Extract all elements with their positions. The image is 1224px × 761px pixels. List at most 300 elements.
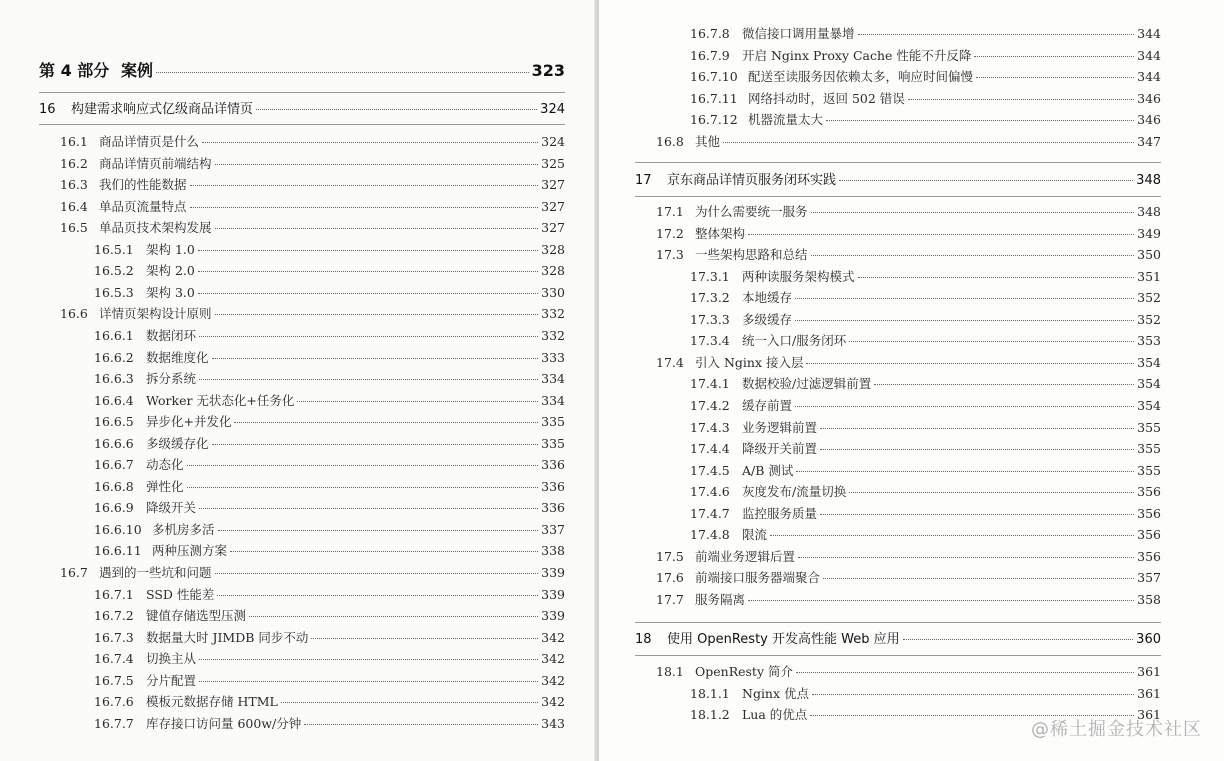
entry-number: 16.6.4 <box>94 392 134 408</box>
leader-dots <box>215 313 539 315</box>
entry-number: 16.7.6 <box>94 694 134 710</box>
toc-entry-16-7-8 <box>690 25 1161 43</box>
leader-dots <box>820 427 1134 429</box>
entry-page: 356 <box>1137 527 1161 543</box>
entry-title: 弹性化 <box>146 478 184 494</box>
entry-title: 数据闭环 <box>146 327 197 343</box>
part-rule <box>39 92 565 93</box>
entry-page: 343 <box>541 715 565 731</box>
entry-number: 16.5.3 <box>94 284 134 300</box>
entry-page: 325 <box>541 155 565 171</box>
entry-page: 356 <box>1137 484 1161 500</box>
leader-dots <box>198 292 538 294</box>
entry-page: 339 <box>541 565 565 580</box>
leader-dots <box>748 599 1134 601</box>
entry-page: 351 <box>1137 268 1161 284</box>
entry-page: 344 <box>1137 69 1161 84</box>
entry-page: 354 <box>1137 376 1161 392</box>
leader-dots <box>215 227 539 229</box>
entry-number: 18.1.2 <box>690 707 730 722</box>
entry-number: 16.1 <box>60 134 88 149</box>
leader-dots <box>215 572 539 574</box>
entry-number: 17.4.3 <box>690 419 730 435</box>
entry-title: Lua 的优点 <box>742 707 808 722</box>
leader-dots <box>976 76 1134 78</box>
part-heading <box>39 62 565 80</box>
entry-page: 334 <box>541 392 565 408</box>
toc-entry-16-6-7 <box>94 456 565 474</box>
toc-entry-17-5 <box>656 548 1161 566</box>
entry-title: 我们的性能数据 <box>99 177 187 193</box>
entry-number: 17.4.5 <box>690 462 730 478</box>
entry-number: 17.4.8 <box>690 527 730 543</box>
toc-entry-16-7-11 <box>690 90 1161 108</box>
toc-entry-16-7-3 <box>94 629 565 647</box>
entry-title: 整体架构 <box>695 225 746 241</box>
toc-entry-17-4-8 <box>690 526 1161 544</box>
entry-page: 356 <box>1137 505 1161 521</box>
entry-number: 17.7 <box>656 591 684 607</box>
leader-dots <box>190 206 539 208</box>
entry-page: 327 <box>541 198 565 214</box>
entry-title: 降级开关前置 <box>742 441 818 457</box>
entry-title: SSD 性能差 <box>146 586 215 602</box>
entry-page: 349 <box>1137 225 1161 241</box>
entry-page: 339 <box>541 608 565 624</box>
entry-number: 17.6 <box>656 570 684 586</box>
entry-number: 18.1 <box>656 664 684 679</box>
toc-entry-16-6-2 <box>94 349 565 367</box>
entry-number: 16.7.4 <box>94 651 134 667</box>
toc-entry-17-1 <box>656 203 1161 221</box>
leader-dots <box>198 249 538 251</box>
leader-dots <box>823 577 1134 579</box>
entry-title: 一些架构思路和总结 <box>695 247 808 263</box>
toc-entry-16-6-5 <box>94 413 565 431</box>
chapter-18-rule <box>635 655 1161 656</box>
entry-page: 347 <box>1137 133 1161 149</box>
entry-page: 342 <box>541 694 565 710</box>
leader-dots <box>874 383 1134 385</box>
chapter-page: 324 <box>540 102 565 117</box>
entry-title: 单品页技术架构发展 <box>99 220 212 236</box>
entry-title: 架构 2.0 <box>146 263 195 279</box>
leader-dots <box>187 486 539 488</box>
entry-page: 361 <box>1137 707 1161 722</box>
entry-title: Nginx 优点 <box>742 685 810 701</box>
entry-page: 358 <box>1137 591 1161 607</box>
leader-dots <box>230 550 538 552</box>
entry-title: 异步化+并发化 <box>146 414 232 430</box>
leader-dots <box>820 448 1134 450</box>
leader-dots <box>796 671 1134 673</box>
entry-page: 328 <box>541 263 565 279</box>
entry-number: 16.7 <box>60 565 88 580</box>
entry-title: 缓存前置 <box>742 397 793 413</box>
entry-title: 单品页流量特点 <box>99 198 187 214</box>
toc-entry-16-7 <box>60 564 565 582</box>
entry-title: 多级缓存 <box>742 311 793 327</box>
entry-title: 切换主从 <box>146 651 197 667</box>
leader-dots <box>795 405 1134 407</box>
leader-dots <box>199 507 538 509</box>
entry-number: 17.3 <box>656 247 684 263</box>
toc-entry-17-4-5 <box>690 462 1161 480</box>
leader-dots <box>826 119 1134 121</box>
toc-entry-16-7-6 <box>94 693 565 711</box>
leader-dots <box>215 163 539 165</box>
toc-entry-17-4-3 <box>690 419 1161 437</box>
chapter-page: 348 <box>1136 173 1161 188</box>
entry-number: 16.8 <box>656 133 684 149</box>
part-page: 323 <box>531 61 565 80</box>
toc-entry-16-8 <box>656 133 1161 151</box>
chapter-page: 360 <box>1136 632 1161 647</box>
toc-entry-16-6-10 <box>94 521 565 539</box>
entry-title: 数据维度化 <box>146 349 209 365</box>
leader-dots <box>858 276 1135 278</box>
entry-number: 16.7.2 <box>94 608 134 624</box>
entry-title: 多机房多活 <box>152 521 215 537</box>
toc-entry-17-3-2 <box>690 289 1161 307</box>
toc-entry-17-4-1 <box>690 375 1161 393</box>
entry-page: 354 <box>1137 397 1161 413</box>
leader-dots <box>806 362 1134 364</box>
leader-dots <box>311 637 538 639</box>
entry-title: 开启 Nginx Proxy Cache 性能不升反降 <box>742 47 972 63</box>
leader-dots <box>849 491 1134 493</box>
entry-page: 332 <box>541 306 565 322</box>
entry-title: 前端业务逻辑后置 <box>695 548 796 564</box>
entry-page: 328 <box>541 241 565 257</box>
entry-title: 机器流量太大 <box>748 112 824 127</box>
entry-number: 16.6.11 <box>94 543 142 559</box>
entry-page: 335 <box>541 414 565 430</box>
entry-number: 16.6.9 <box>94 500 134 516</box>
entry-number: 17.3.2 <box>690 290 730 306</box>
toc-entry-17-4 <box>656 354 1161 372</box>
toc-entry-16-6-1 <box>94 327 565 345</box>
entry-title: 两种压测方案 <box>152 543 228 559</box>
chapter-number: 17 <box>635 173 652 188</box>
leader-dots <box>199 658 538 660</box>
entry-title: 本地缓存 <box>742 290 793 306</box>
entry-number: 17.4 <box>656 354 684 370</box>
entry-title: 库存接口访问量 600w/分钟 <box>146 715 302 731</box>
leader-dots <box>858 33 1135 35</box>
entry-number: 17.3.4 <box>690 333 730 349</box>
toc-entry-17-3-1 <box>690 268 1161 286</box>
entry-number: 16.6.7 <box>94 457 134 473</box>
toc-entry-16-5-2 <box>94 262 565 280</box>
entry-page: 342 <box>541 672 565 688</box>
entry-title: 统一入口/服务闭环 <box>742 333 847 349</box>
leader-dots <box>281 701 538 703</box>
leader-dots <box>974 55 1134 57</box>
entry-page: 344 <box>1137 47 1161 63</box>
entry-title: 灰度发布/流量切换 <box>742 484 847 500</box>
entry-page: 348 <box>1137 204 1161 219</box>
entry-title: 为什么需要统一服务 <box>695 204 808 219</box>
toc-entry-16-3 <box>60 176 565 194</box>
entry-number: 16.6.10 <box>94 521 142 537</box>
entry-page: 324 <box>541 134 565 149</box>
entry-number: 16.7.12 <box>690 112 738 127</box>
toc-entry-16-6-11 <box>94 542 565 560</box>
leader-dots <box>770 534 1134 536</box>
toc-entry-16-6-4 <box>94 392 565 410</box>
entry-title: 微信接口调用量暴增 <box>742 26 855 41</box>
entry-title: 服务隔离 <box>695 591 746 607</box>
toc-entry-16-4 <box>60 198 565 216</box>
entry-number: 17.4.1 <box>690 376 730 392</box>
entry-number: 16.5.1 <box>94 241 134 257</box>
toc-entry-17-3-3 <box>690 311 1161 329</box>
leader-dots <box>795 319 1134 321</box>
entry-title: 两种读服务架构模式 <box>742 268 855 284</box>
entry-page: 330 <box>541 284 565 300</box>
entry-title: 架构 1.0 <box>146 241 195 257</box>
toc-entry-16-2 <box>60 155 565 173</box>
toc-entry-16-1 <box>60 133 565 151</box>
toc-entry-16-7-7 <box>94 715 565 733</box>
toc-entry-16-7-5 <box>94 672 565 690</box>
toc-entry-17-6 <box>656 569 1161 587</box>
leader-dots <box>811 254 1135 256</box>
entry-page: 346 <box>1137 112 1161 127</box>
entry-title: 键值存储选型压测 <box>146 608 247 624</box>
toc-entry-17-3 <box>656 246 1161 264</box>
entry-page: 361 <box>1137 664 1161 679</box>
leader-dots <box>202 141 538 143</box>
toc-entry-16-6-6 <box>94 435 565 453</box>
entry-title: 商品详情页前端结构 <box>99 155 212 171</box>
chapter-17-rule-top <box>635 162 1161 163</box>
entry-page: 336 <box>541 478 565 494</box>
toc-entry-16-7-2 <box>94 607 565 625</box>
entry-number: 16.2 <box>60 155 88 171</box>
entry-number: 16.3 <box>60 177 88 193</box>
entry-number: 16.6.1 <box>94 327 134 343</box>
entry-page: 352 <box>1137 290 1161 306</box>
entry-number: 16.5 <box>60 220 88 236</box>
leader-dots <box>198 270 538 272</box>
entry-page: 350 <box>1137 247 1161 263</box>
entry-number: 16.7.11 <box>690 90 738 106</box>
entry-title: 网络抖动时，返回 502 错误 <box>748 90 905 106</box>
entry-title: 业务逻辑前置 <box>742 419 818 435</box>
toc-entry-18-1 <box>656 663 1161 681</box>
entry-page: 339 <box>541 586 565 602</box>
leader-dots <box>212 443 539 445</box>
entry-page: 356 <box>1137 548 1161 564</box>
toc-entry-16-6-3 <box>94 370 565 388</box>
leader-dots <box>156 71 529 73</box>
toc-entry-17-3-4 <box>690 332 1161 350</box>
leader-dots <box>190 184 539 186</box>
entry-page: 332 <box>541 327 565 343</box>
leader-dots <box>249 615 538 617</box>
leader-dots <box>811 211 1135 213</box>
toc-entry-16-7-12 <box>690 111 1161 129</box>
entry-number: 17.4.7 <box>690 505 730 521</box>
chapter-18-heading <box>635 631 1161 649</box>
chapter-17-heading <box>635 172 1161 190</box>
entry-title: 前端接口服务器端聚合 <box>695 570 821 586</box>
chapter-title: 京东商品详情页服务闭环实践 <box>667 173 837 188</box>
entry-number: 17.4.2 <box>690 397 730 413</box>
entry-title: 监控服务质量 <box>742 505 818 521</box>
entry-title: 配送至读服务因依赖太多，响应时间偏慢 <box>748 69 974 84</box>
chapter-17-rule <box>635 196 1161 197</box>
toc-entry-16-5-3 <box>94 284 565 302</box>
entry-number: 17.5 <box>656 548 684 564</box>
entry-title: Worker 无状态化+任务化 <box>146 392 295 408</box>
part-title: 案例 <box>121 61 154 80</box>
left-page <box>0 0 596 761</box>
chapter-number: 16 <box>39 102 56 117</box>
entry-number: 16.7.10 <box>690 69 738 84</box>
entry-number: 17.3.1 <box>690 268 730 284</box>
entry-title: 详情页架构设计原则 <box>99 306 212 322</box>
leader-dots <box>748 233 1134 235</box>
entry-title: 多级缓存化 <box>146 435 209 451</box>
entry-title: 降级开关 <box>146 500 197 516</box>
entry-number: 16.6.3 <box>94 371 134 387</box>
part-number: 第 4 部分 <box>39 61 110 80</box>
toc-entry-17-4-4 <box>690 440 1161 458</box>
entry-number: 16.4 <box>60 198 88 214</box>
chapter-number: 18 <box>635 632 652 647</box>
entry-page: 336 <box>541 457 565 473</box>
entry-number: 17.1 <box>656 204 684 219</box>
toc-entry-16-5-1 <box>94 241 565 259</box>
entry-page: 346 <box>1137 90 1161 106</box>
entry-number: 18.1.1 <box>690 685 730 701</box>
entry-page: 335 <box>541 435 565 451</box>
entry-page: 354 <box>1137 354 1161 370</box>
toc-entry-17-7 <box>656 591 1161 609</box>
entry-number: 16.6.5 <box>94 414 134 430</box>
toc-entry-16-6 <box>60 305 565 323</box>
entry-number: 16.7.9 <box>690 47 730 63</box>
leader-dots <box>187 464 539 466</box>
entry-number: 17.4.6 <box>690 484 730 500</box>
toc-entry-16-7-1 <box>94 586 565 604</box>
toc-entry-18-1-1 <box>690 685 1161 703</box>
leader-dots <box>798 556 1134 558</box>
entry-title: 架构 3.0 <box>146 284 195 300</box>
entry-page: 336 <box>541 500 565 516</box>
leader-dots <box>796 470 1134 472</box>
entry-page: 344 <box>1137 26 1161 41</box>
entry-page: 352 <box>1137 311 1161 327</box>
entry-title: 商品详情页是什么 <box>99 134 200 149</box>
toc-entry-17-4-6 <box>690 483 1161 501</box>
right-page <box>599 0 1224 761</box>
entry-number: 16.7.3 <box>94 629 134 645</box>
entry-page: 355 <box>1137 419 1161 435</box>
leader-dots <box>256 108 537 110</box>
toc-entry-17-4-7 <box>690 505 1161 523</box>
entry-page: 338 <box>541 543 565 559</box>
entry-number: 17.2 <box>656 225 684 241</box>
entry-number: 16.7.7 <box>94 715 134 731</box>
entry-title: 限流 <box>742 527 768 543</box>
entry-number: 16.6 <box>60 306 88 322</box>
entry-number: 16.7.1 <box>94 586 134 602</box>
entry-title: A/B 测试 <box>742 462 794 478</box>
toc-entry-17-4-2 <box>690 397 1161 415</box>
chapter-16-heading <box>39 101 565 119</box>
watermark: @稀土掘金技术社区 <box>1031 719 1202 740</box>
leader-dots <box>199 378 538 380</box>
entry-number: 17.4.4 <box>690 441 730 457</box>
leader-dots <box>839 179 1133 181</box>
entry-number: 16.6.8 <box>94 478 134 494</box>
leader-dots <box>908 98 1134 100</box>
entry-page: 353 <box>1137 333 1161 349</box>
entry-number: 16.5.2 <box>94 263 134 279</box>
leader-dots <box>723 141 1134 143</box>
toc-entry-16-5 <box>60 219 565 237</box>
entry-title: 遇到的一些坑和问题 <box>99 565 212 580</box>
entry-page: 357 <box>1137 570 1161 586</box>
entry-number: 16.6.6 <box>94 435 134 451</box>
toc-entry-16-6-9 <box>94 499 565 517</box>
leader-dots <box>903 638 1134 640</box>
entry-page: 327 <box>541 177 565 193</box>
leader-dots <box>212 357 539 359</box>
entry-title: 分片配置 <box>146 672 197 688</box>
entry-number: 16.7.5 <box>94 672 134 688</box>
chapter-18-rule-top <box>635 622 1161 623</box>
leader-dots <box>199 335 538 337</box>
entry-page: 327 <box>541 220 565 236</box>
leader-dots <box>218 529 539 531</box>
entry-page: 334 <box>541 371 565 387</box>
leader-dots <box>795 297 1134 299</box>
entry-title: 引入 Nginx 接入层 <box>695 354 804 370</box>
chapter-title: 构建需求响应式亿级商品详情页 <box>71 102 254 117</box>
leader-dots <box>234 421 538 423</box>
entry-title: 数据量大时 JIMDB 同步不动 <box>146 629 309 645</box>
toc-entry-16-7-4 <box>94 650 565 668</box>
entry-number: 16.7.8 <box>690 26 730 41</box>
toc-entry-16-7-10 <box>690 68 1161 86</box>
toc-entry-16-7-9 <box>690 47 1161 65</box>
entry-page: 355 <box>1137 462 1161 478</box>
entry-title: 模板元数据存储 HTML <box>146 694 278 710</box>
leader-dots <box>812 693 1134 695</box>
leader-dots <box>820 513 1134 515</box>
entry-page: 342 <box>541 629 565 645</box>
toc-entry-17-2 <box>656 225 1161 243</box>
entry-title: 拆分系统 <box>146 371 197 387</box>
leader-dots <box>199 680 538 682</box>
toc-entry-16-6-8 <box>94 478 565 496</box>
entry-title: 数据校验/过滤逻辑前置 <box>742 376 872 392</box>
leader-dots <box>849 340 1134 342</box>
entry-number: 16.6.2 <box>94 349 134 365</box>
entry-page: 361 <box>1137 685 1161 701</box>
leader-dots <box>304 723 538 725</box>
entry-title: 动态化 <box>146 457 184 473</box>
leader-dots <box>297 400 538 402</box>
entry-page: 355 <box>1137 441 1161 457</box>
chapter-title: 使用 OpenResty 开发高性能 Web 应用 <box>667 632 900 647</box>
entry-title: OpenResty 简介 <box>695 664 793 679</box>
